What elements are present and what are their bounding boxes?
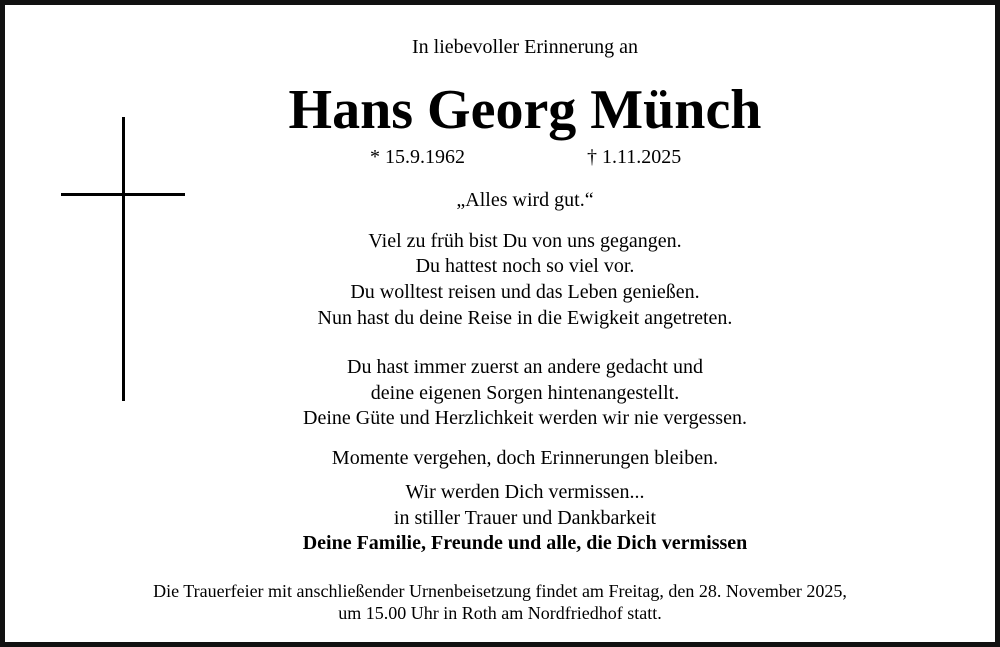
death-date: † 1.11.2025 (587, 146, 682, 168)
stanza1-line: Nun hast du deine Reise in die Ewigkeit angetreten. (317, 307, 733, 329)
funeral-info-line: um 15.00 Uhr in Roth am Nordfriedhof statt. (338, 603, 662, 623)
deceased-name: Hans Georg Münch (288, 79, 762, 141)
funeral-info-line: Die Trauerfeier mit anschließender Urnenbeisetzung findet am Freitag, den 28. November 2025, (153, 581, 847, 601)
stanza1-line: Viel zu früh bist Du von uns gegangen. (368, 230, 682, 252)
quote: „Alles wird gut.“ (456, 189, 594, 211)
stanza1-line: Du hattest noch so viel vor. (415, 255, 635, 277)
stanza2-line: Deine Güte und Herzlichkeit werden wir nie vergessen. (303, 407, 747, 429)
intro-line: In liebevoller Erinnerung an (411, 36, 639, 58)
signature: Deine Familie, Freunde und alle, die Dich vermissen (302, 532, 748, 554)
closing-line: Wir werden Dich vermissen... (405, 481, 645, 503)
stanza3-line: Momente vergehen, doch Erinnerungen bleiben. (331, 447, 719, 469)
birth-date: * 15.9.1962 (370, 146, 465, 168)
cross-horizontal-bar (61, 193, 185, 196)
cross-vertical-bar (122, 117, 125, 401)
stanza2-line: Du hast immer zuerst an andere gedacht und (347, 356, 703, 378)
stanza1-line: Du wolltest reisen und das Leben genießen. (350, 281, 700, 303)
closing-line: in stiller Trauer und Dankbarkeit (393, 507, 657, 529)
stanza2-line: deine eigenen Sorgen hintenangestellt. (370, 382, 680, 404)
